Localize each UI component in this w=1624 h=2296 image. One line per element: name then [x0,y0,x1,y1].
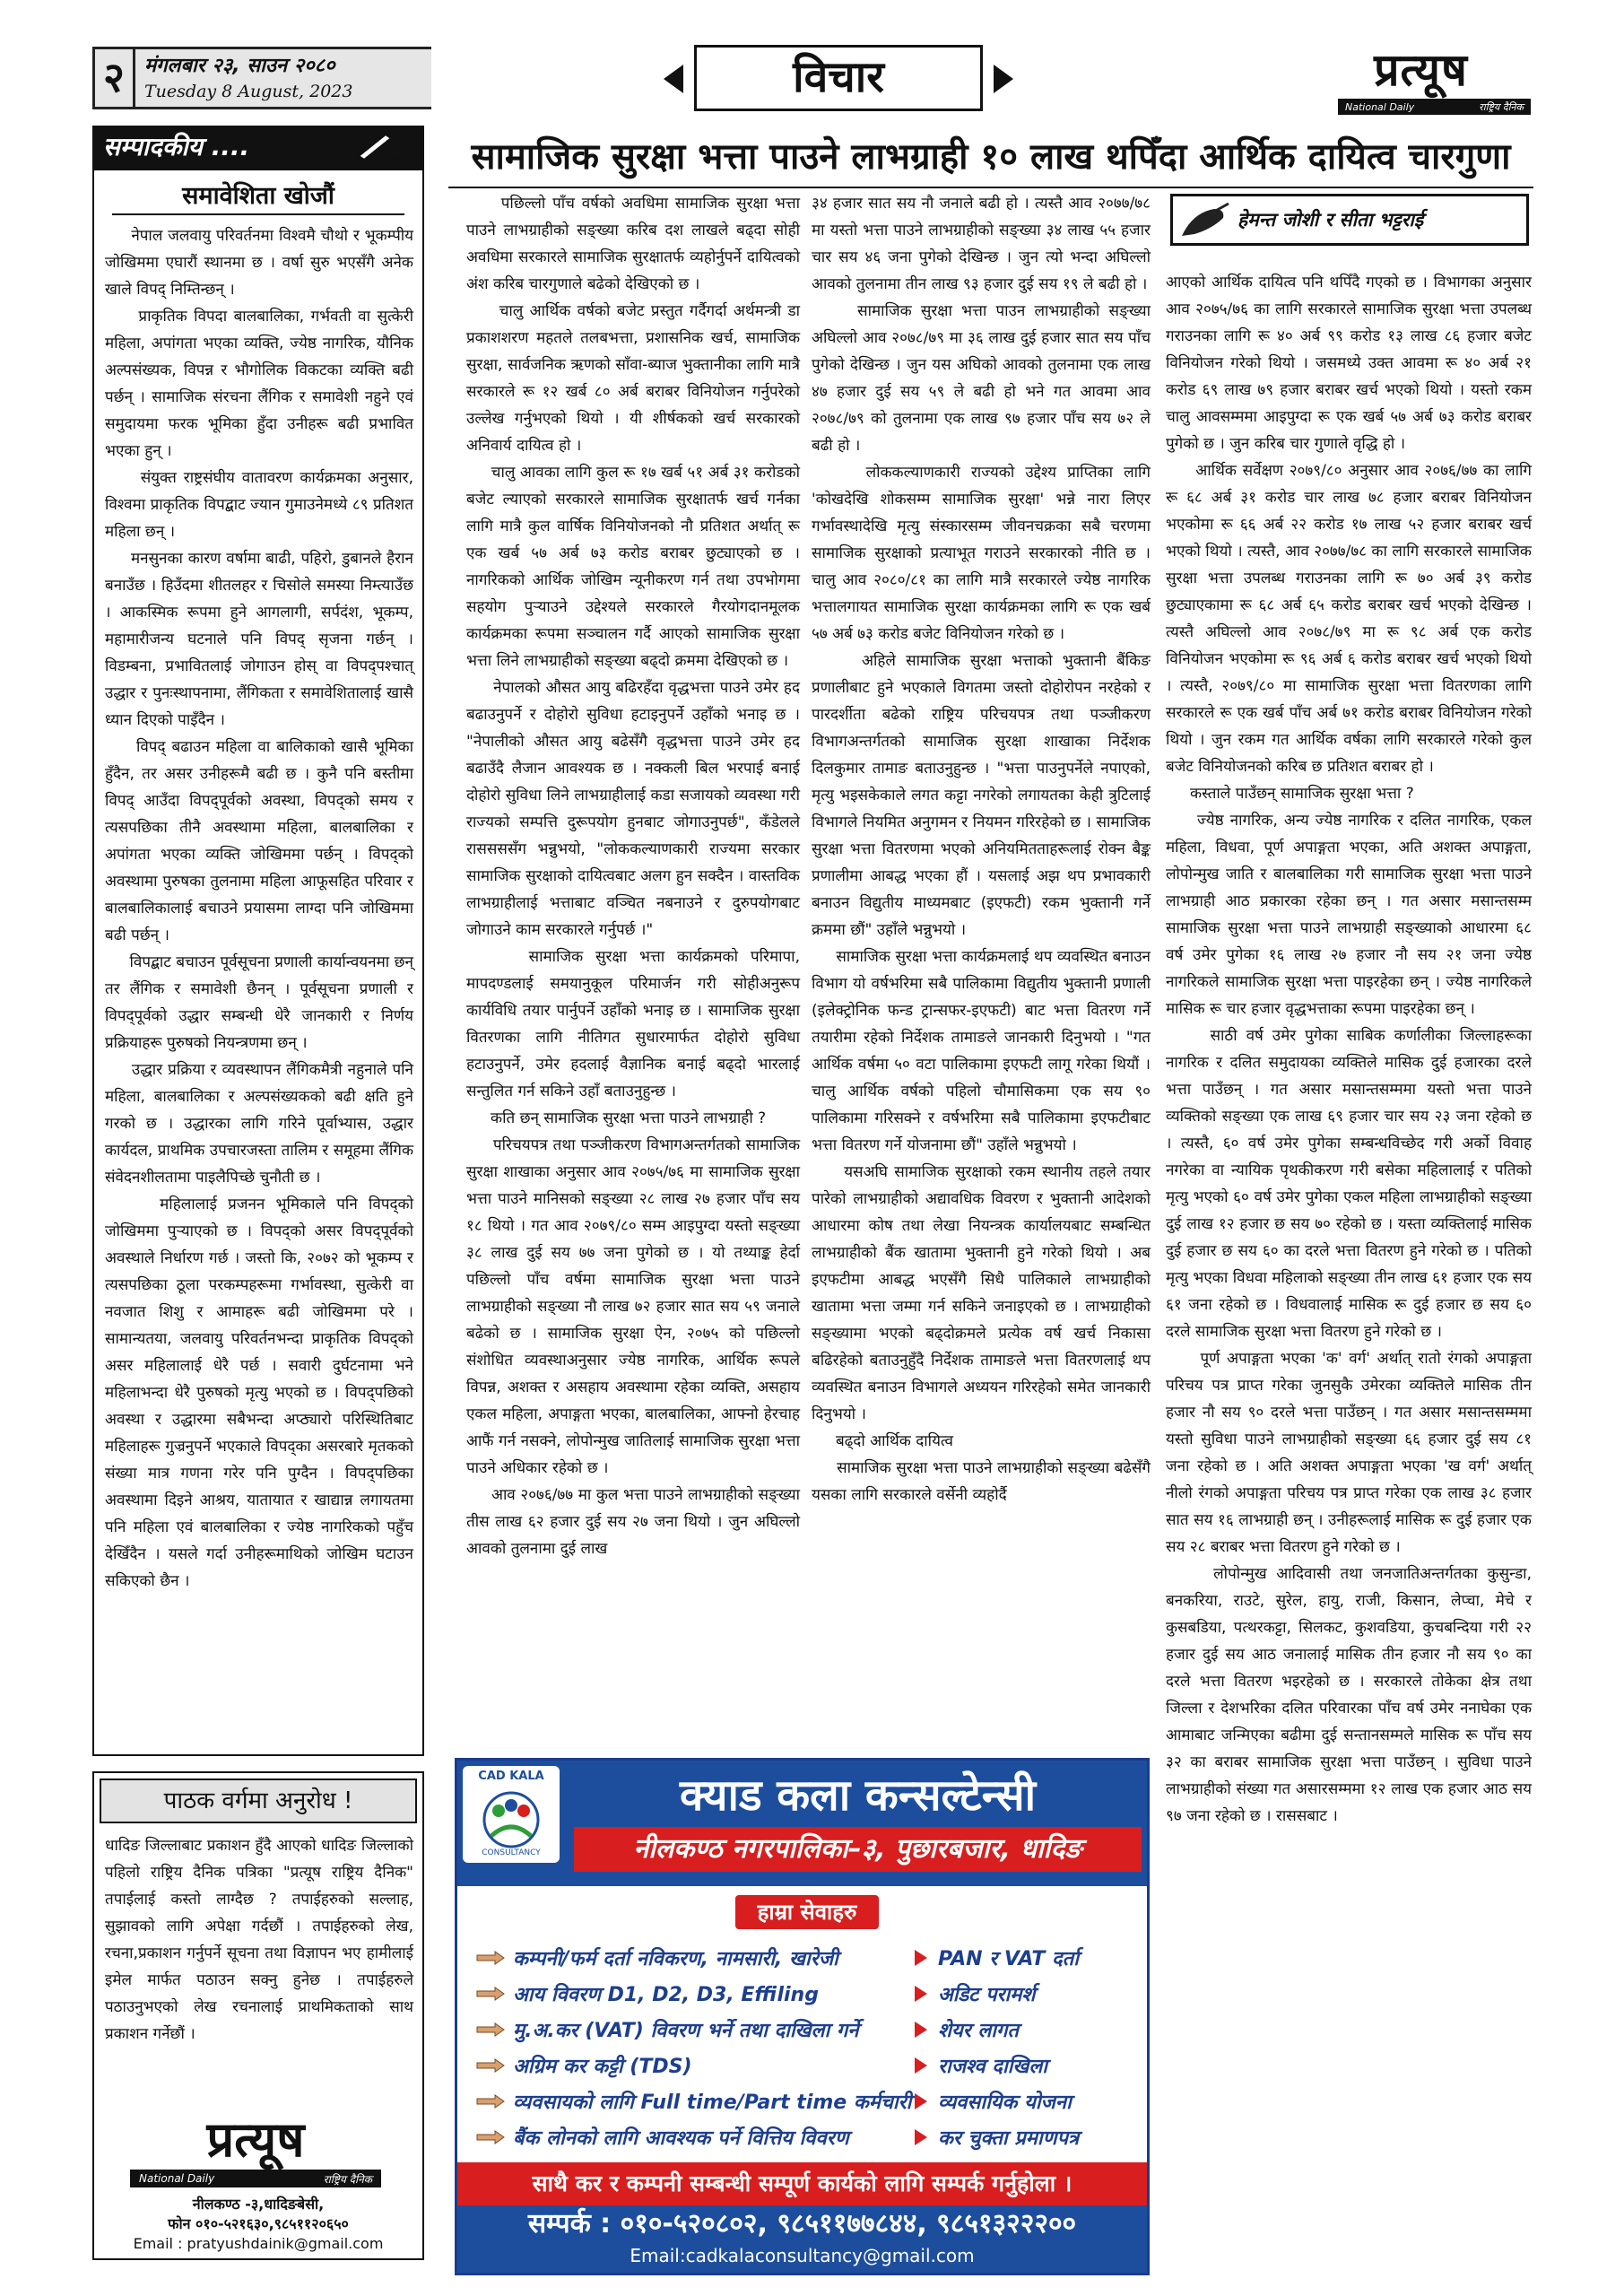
newspaper-logo-small [130,2112,381,2193]
ad-header [457,1761,1147,1886]
ad-service-label: व्यवसायिक योजना [938,2092,1072,2114]
ad-service-item [475,2048,897,2083]
pointing-hand-icon [475,1984,506,2004]
reader-request-body: धादिङ जिल्लाबाट प्रकाशन हुँदै आएको धादिङ जिल्लाको पहिलो राष्ट्रिय दैनिक पत्रिका "प्रत्यूष राष्ट्रिय दैनिक" तपाईलाई कस्तो लाग्दैछ ? तपाईहरुको सल्लाह, सुझावको लागि अपेक्षा गर्दछौं । तपाईहरुको लेख, रचना,प्रकाशन गर्नुपर्ने सूचना तथा विज्ञापन भए हामीलाई इमेल मार्फत पठाउन सक्नु हुनेछ । तपाईहरुले पठाउनुभएको लेख रचनालाई प्राथमिकताको साथ प्रकाशन गर्नेछौं । [105,1837,419,2043]
pen-icon [341,131,404,163]
ad-service-label: आय विवरण D1, D2, D3, Effiling [513,1984,819,2006]
ad-service-label: शेयर लागत [938,2020,1019,2042]
ad-phone: सम्पर्क : ०१०-५२०८०२, ९८५११७७८४४, ९८५१३२२२०० [527,2208,1077,2239]
ad-service-item [915,2083,1139,2119]
ad-service-item [475,1940,897,1976]
editorial-banner: सम्पादकीय .... [92,126,424,169]
right-arrow-icon [994,65,1013,93]
ad-logo [463,1766,560,1863]
logo-small-tag-en: National Daily [139,2172,215,2185]
section-title: विचार [694,45,983,111]
ad-banner: साथै कर र कम्पनी सम्बन्धी सम्पूर्ण कार्यको लागि सम्पर्क गर्नुहोला । [457,2162,1147,2205]
editorial-divider [112,213,404,215]
ad-service-item [915,1940,1139,1976]
address: नीलकण्ठ -३,धादिङबेसी, [192,2196,325,2213]
ad-email[interactable]: Email:cadkalaconsultancy@gmail.com [630,2245,975,2266]
article-column-1: पछिल्लो पाँच वर्षको अवधिमा सामाजिक सुरक्षा भत्ता पाउने लाभग्राहीको सङ्ख्या करिब दश लाखले बढ्दा सोही अवधिमा सरकारले सामाजिक सुरक्षातर्फ व्यहोर्नुपर्ने दायित्वको अंश करिब चारगुणाले बढेको देखिएको छ । चालु आर्थिक वर्षको बजेट प्रस्तुत गर्दैगर्दा अर्थमन्त्री डा प्रकाशशरण महतले तलबभत्ता, प्रशासनिक खर्च, सामाजिक सुरक्षा, सार्वजनिक ऋणको साँवा-ब्याज भुक्तानीका लागि मात्रै सरकारले रू १२ खर्ब ८० अर्ब बराबर विनियोजन गर्नुपरेको उल्लेख गर्नुभएको थियो । यी शीर्षकको खर्च सरकारको अनिवार्य दायित्व हो । चालु आवका लागि कुल रू १७ खर्ब ५१ अर्ब ३१ करोडको बजेट ल्याएको सरकारले सामाजिक सुरक्षातर्फ खर्च गर्नका लागि मात्रै कुल वार्षिक विनियोजनको नौ प्रतिशत अर्थात् रू एक खर्ब ५७ अर्ब ७३ करोड बराबर छुट्याएको छ । नागरिकको आर्थिक जोखिम न्यूनीकरण गर्न तथा उपभोगमा सहयोग पुऱ्याउने उद्देश्यले सरकारले गैरयोगदानमूलक कार्यक्रमका रूपमा सञ्चालन गर्दै आएको सामाजिक सुरक्षा भत्ता लिने लाभग्राहीको सङ्ख्या बढ्दो क्रममा देखिएको छ । नेपालको औसत आयु बढिरहँदा वृद्धभत्ता पाउने उमेर हद बढाउनुपर्ने र दोहोरो सुविधा हटाइनुपर्ने उहाँको भनाइ छ । "नेपालीको औसत आयु बढेसँगै वृद्धभत्ता पाउने उमेर हद बढाउँदै लैजान आवश्यक छ । नक्कली बिल भरपाई बनाई दोहोरो सुविधा लिने लाभग्राहीलाई कडा सजायको व्यवस्था गरी राज्यको सम्पत्ति दुरूपयोग हुनबाट जोगाउनुपर्छ", कँडेलले राससससँग भन्नुभयो, "लोककल्याणकारी राज्यमा सरकार सामाजिक सुरक्षाको दायित्वबाट अलग हुन सक्दैन । वास्तविक लाभग्राहीलाई भत्ताबाट वञ्चित नबनाउने र दुरुपयोगबाट जोगाउने काम सरकारले गर्नुपर्छ ।" सामाजिक सुरक्षा भत्ता कार्यक्रमको परिमापा, मापदण्डलाई समयानुकूल परिमार्जन गरी सोहीअनुरूप कार्यविधि तयार पार्नुपर्ने उहाँको भनाइ छ । सामाजिक सुरक्षा वितरणका लागि नीतिगत सुधारमार्फत दोहोरो सुविधा हटाउनुपर्ने, उमेर हदलाई वैज्ञानिक बनाई बढ्दो भारलाई सन्तुलित गर्न सकिने उहाँ बताउनुहुन्छ । कति छन् सामाजिक सुरक्षा भत्ता पाउने लाभग्राही ? परिचयपत्र तथा पञ्जीकरण विभागअन्तर्गतको सामाजिक सुरक्षा शाखाका अनुसार आव २०७५/७६ मा सामाजिक सुरक्षा भत्ता पाउने मानिसको सङ्ख्या २८ लाख २७ हजार पाँच सय १८ थियो । गत आव २०७९/८० सम्म आइपुग्दा यस्तो सङ्ख्या ३८ लाख दुई सय ७७ जना पुगेको छ । यो तथ्याङ्क हेर्दा पछिल्लो पाँच वर्षमा सामाजिक सुरक्षा भत्ता पाउने लाभग्राहीको सङ्ख्या नौ लाख ७२ हजार सात सय ५९ जनाले बढेको छ । सामाजिक सुरक्षा ऐन, २०७५ को पछिल्लो संशोधित व्यवस्थाअनुसार ज्येष्ठ नागरिक, आर्थिक रूपले विपन्न, अशक्त र असहाय अवस्थामा रहेका व्यक्ति, असहाय एकल महिला, अपाङ्गता भएका, बालबालिका, आफ्नो हेरचाह आफैं गर्न नसक्ने, लोपोन्मुख जातिलाई सामाजिक सुरक्षा भत्ता पाउने अधिकार रहेको छ । आव २०७६/७७ मा कुल भत्ता पाउने लाभग्राहीको सङ्ख्या तीस लाख ६२ हजार दुई सय २७ जना थियो । जुन अघिल्लो आवको तुलनामा दुई लाख [466,195,800,1558]
ad-service-item [915,2012,1139,2048]
article-headline: सामाजिक सुरक्षा भत्ता पाउने लाभग्राही १० लाख थपिँदा आर्थिक दायित्व चारगुणा [471,136,1511,178]
arrow-right-icon [915,2093,927,2109]
reader-request-box [92,1771,424,2260]
ad-services-heading: हाम्रा सेवाहरु [735,1895,879,1929]
email-link[interactable]: Email : pratyushdainik@gmail.com [133,2235,384,2252]
ad-service-label: राजश्व दाखिला [938,2056,1047,2078]
ad-services-right [915,1940,1139,2155]
ad-service-label: कर चुक्ता प्रमाणपत्र [938,2127,1080,2150]
ad-contact [457,2205,1147,2273]
ad-service-label: व्यवसायको लागि Full time/Part time कर्मचारी [513,2092,912,2114]
ad-service-item [475,2119,897,2155]
pointing-hand-icon [475,1948,506,1968]
byline-authors: हेमन्त जोशी र सीता भट्टराई [1238,209,1424,230]
page-number: २ [92,47,135,109]
article-column-3: आएको आर्थिक दायित्व पनि थपिँदै गएको छ । विभागका अनुसार आव २०७५/७६ का लागि सरकारले सामाजिक सुरक्षा भत्ता उपलब्ध गराउनका लागि रू ४० अर्ब ९९ करोड १३ लाख ८६ हजार बजेट विनियोजन गरेको थियो । जसमध्ये उक्त आवमा रू ४० अर्ब २१ करोड ६९ लाख ७९ हजार बराबर खर्च भएको थियो । यस्तो रकम चालु आवसम्ममा आइपुग्दा रू एक खर्ब ५७ अर्ब ७३ करोड बराबर पुगेको छ । जुन करिब चार गुणाले वृद्धि हो । आर्थिक सर्वेक्षण २०७९/८० अनुसार आव २०७६/७७ का लागि रू ६८ अर्ब ३१ करोड चार लाख ७८ हजार बराबर विनियोजन भएकोमा रू ६६ अर्ब २२ करोड १७ लाख ५२ हजार बराबर खर्च भएको थियो । त्यस्तै, आव २०७७/७८ का लागि सरकारले सामाजिक सुरक्षा भत्ता उपलब्ध गराउनका लागि रू ७० अर्ब ३९ करोड छुट्याएकामा रू ६८ अर्ब ६५ करोड बराबर खर्च भएको देखिन्छ । त्यस्तै अघिल्लो आव २०७८/७९ मा रू ९८ अर्ब एक करोड विनियोजन भएकोमा रू ९६ अर्ब ६ करोड बराबर खर्च भएको थियो । त्यस्तै, २०७९/८० मा सामाजिक सुरक्षा भत्ता वितरणका लागि सरकारले रू एक खर्ब पाँच अर्ब ७१ करोड बराबर विनियोजन गरेको थियो । जुन रकम गत आर्थिक वर्षका लागि सरकारले गरेको कुल बजेट विनियोजनको करिब छ प्रतिशत बराबर हो । कस्ताले पाउँछन् सामाजिक सुरक्षा भत्ता ? ज्येष्ठ नागरिक, अन्य ज्येष्ठ नागरिक र दलित नागरिक, एकल महिला, विधवा, पूर्ण अपाङ्गता भएका, अति अशक्त अपाङ्गता, लोपोन्मुख जाति र बालबालिका गरी सामाजिक सुरक्षा भत्ता पाउने लाभग्राही आठ प्रकारका रहेका छन् । गत असार मसान्तसम्म सामाजिक सुरक्षा भत्ता पाउने लाभग्राही सङ्ख्याको आधारमा ६८ वर्ष उमेर पुगेका १६ लाख २७ हजार नौ सय २१ जना ज्येष्ठ नागरिकले सामाजिक सुरक्षा भत्ता पाइरहेका छन् । ज्येष्ठ नागरिकले मासिक रू चार हजार वृद्धभत्ताका रूपमा पाइरहेका छन् । साठी वर्ष उमेर पुगेका साबिक कर्णालीका जिल्लाहरूका नागरिक र दलित समुदायका व्यक्तिले मासिक दुई हजारका दरले भत्ता पाउँछन् । गत असार मसान्तसम्ममा यस्तो भत्ता पाउने व्यक्तिको सङ्ख्या एक लाख ६९ हजार चार सय २३ जना रहेको छ । त्यस्तै, ६० वर्ष उमेर पुगेका सम्बन्धविच्छेद गरी अर्को विवाह नगरेका वा न्यायिक पृथकीकरण गरी बसेका महिलालाई र पतिको मृत्यु भएको ६० वर्ष उमेर पुगेका एकल महिला लाभग्राहीको सङ्ख्या दुई लाख १२ हजार छ सय ७० रहेको छ । यस्ता व्यक्तिलाई मासिक दुई हजार छ सय ६० का दरले भत्ता वितरण हुने गरेको छ । पतिको मृत्यु भएका विधवा महिलाको सङ्ख्या तीन लाख ६१ हजार एक सय ६१ जना रहेको छ । विधवालाई मासिक रू दुई हजार छ सय ६० दरले सामाजिक सुरक्षा भत्ता वितरण हुने गरेको छ । पूर्ण अपाङ्गता भएका 'क' वर्ग' अर्थात् रातो रंगको अपाङ्गता परिचय पत्र प्राप्त गरेका जुनसुकै उमेरका व्यक्तिले मासिक तीन हजार नौ सय ९० दरले भत्ता पाउँछन् । गत असार मसान्तसम्ममा यस्तो सुविधा पाउने लाभग्राहीको सङ्ख्या ६६ हजार दुई सय ८१ जना रहेको छ । अति अशक्त अपाङ्गता भएका 'ख वर्ग' अर्थात् नीलो रंगको अपाङ्गता परिचय पत्र प्राप्त गरेका एक लाख ३८ हजार सात सय १६ लाभग्राही छन् । उनीहरूलाई मासिक रू दुई हजार एक सय २८ बराबर भत्ता वितरण हुने गरेको छ । लोपोन्मुख आदिवासी तथा जनजातिअन्तर्गतका कुसुन्डा, बनकरिया, राउटे, सुरेल, हायु, राजी, किसान, लेप्चा, मेचे र कुसबडिया, पत्थरकट्टा, सिलकट, कुशवडिया, कुचबन्दिया गरी २२ हजार दुई सय आठ जनालाई मासिक तीन हजार नौ सय ९० का दरले भत्ता वितरण भइरहेको छ । सरकारले तोकेका क्षेत्र तथा जिल्ला र देशभरिका दलित परिवारका पाँच वर्ष उमेर ननाघेका एक आमाबाट जन्मिएका बढीमा दुई सन्तानसम्मले मासिक रू पाँच सय ३२ का बराबर सामाजिक सुरक्षा भत्ता पाउँछन् । सुविधा पाउने लाभग्राहीको संख्या गत असारसम्ममा १२ लाख एक हजार आठ सय ९७ जना रहेको छ । राससबाट । [1166,274,1532,1825]
logo-small-tagline [130,2170,381,2187]
logo-tag-en: National Daily [1345,100,1415,113]
arrow-right-icon [915,2057,927,2074]
pointing-hand-icon [475,2127,506,2147]
arrow-right-icon [915,1950,927,1966]
logo-small-tag-np: राष्ट्रिय दैनिक [323,2172,372,2186]
arrow-right-icon [915,2129,927,2145]
ad-services-left [475,1940,912,2155]
pointing-hand-icon [475,2056,506,2075]
ad-service-item [475,1976,897,2012]
pointing-hand-icon [475,2020,506,2039]
ad-service-item [915,2048,1139,2083]
advertisement[interactable] [455,1758,1150,2275]
writing-hand-icon [1177,200,1230,241]
date-box [135,47,431,109]
date-english: Tuesday 8 August, 2023 [144,82,353,101]
logo-tagline [1338,99,1531,115]
byline-box [1170,194,1529,246]
logo-name: प्रत्यूष [1374,44,1468,96]
logo-tag-np: राष्ट्रिय दैनिक [1479,100,1524,113]
date-nepali: मंगलबार २३, साउन २०८० [144,55,335,77]
ad-logo-sub: CONSULTANCY [482,1848,541,1857]
arrow-right-icon [915,2022,927,2038]
left-arrow-icon [664,65,683,93]
contact-block [94,2195,422,2254]
ad-service-label: अडिट परामर्श [938,1984,1036,2006]
pointing-hand-icon [475,2092,506,2111]
ad-logo-text: CAD KALA [478,1770,544,1783]
editorial-box [92,169,424,1756]
arrow-right-icon [915,1986,927,2002]
ad-service-item [475,2012,897,2048]
editorial-title: समावेशिता खोजौं [182,182,334,210]
ad-service-label: कम्पनी/फर्म दर्ता नविकरण, नामसारी, खारेजी [513,1948,838,1970]
ad-subtitle: नीलकण्ठ नगरपालिका–३, पुछारबजार, धादिङ [574,1827,1142,1872]
ad-service-label: PAN र VAT दर्ता [938,1948,1079,1970]
logo-small-name: प्रत्यूष [206,2111,305,2168]
ad-title: क्याड कला कन्सल्टेन्सी [679,1770,1037,1821]
ad-service-label: मु.अ.कर (VAT) विवरण भर्ने तथा दाखिला गर्ने [513,2020,859,2042]
reader-request-heading: पाठक वर्गमा अनुरोध ! [100,1779,417,1823]
headline-rule [448,187,1533,188]
editorial-body: नेपाल जलवायु परिवर्तनमा विश्वमै चौथो र भूकम्पीय जोखिममा एघारौं स्थानमा छ । वर्षा सुरु भएसँगै अनेक खाले विपद् निम्तिन्छन् । प्राकृतिक विपदा बालबालिका, गर्भवती वा सुत्केरी महिला, अपांगता भएका व्यक्ति, ज्येष्ठ नागरिक, यौनिक अल्पसंख्यक, विपन्न र भौगोलिक विकटका व्यक्ति बढी पर्छन् । सामाजिक संरचना लैंगिक र समावेशी नहुने एवं समुदायमा फरक भूमिका हुँदा उनीहरू बढी प्रभावित भएका हुन् । संयुक्त राष्ट्रसंघीय वातावरण कार्यक्रमका अनुसार, विश्वमा प्राकृतिक विपद्बाट ज्यान गुमाउनेमध्ये ८९ प्रतिशत महिला छन् । मनसुनका कारण वर्षामा बाढी, पहिरो, डुबानले हैरान बनाउँछ । हिउँदमा शीतलहर र चिसोले समस्या निम्त्याउँछ । आकस्मिक रूपमा हुने आगलागी, सर्पदंश, भूकम्प, महामारीजन्य घटनाले पनि विपद् सृजना गर्छन् । विडम्बना, प्रभावितलाई जोगाउन होस् वा विपद्पश्चात् उद्धार र पुनःस्थापनामा, लैंगिकता र समावेशितालाई खासै ध्यान दिएको पाइँदैन । विपद् बढाउन महिला वा बालिकाको खासै भूमिका हुँदैन, तर असर उनीहरूमै बढी छ । कुनै पनि बस्तीमा विपद् आउँदा विपद्पूर्वको अवस्था, विपद्को समय र त्यसपछिका तीनै अवस्थामा महिला, बालबालिका र अपांगता भएका व्यक्ति जोखिममा पर्छन् । विपद्को अवस्थामा पुरुषका तुलनामा महिला आफूसहित परिवार र बालबालिकालाई बचाउने प्रयासमा लाग्दा पनि जोखिममा बढी पर्छन् । विपद्बाट बचाउन पूर्वसूचना प्रणाली कार्यान्वयनमा छन् तर लैंगिक र समावेशी छैनन् । पूर्वसूचना प्रणाली र विपद्पूर्वको उद्धार सम्बन्धी धेरै जानकारी र निर्णय प्रक्रियाहरू पुरुषको नियन्त्रणमा छन् । उद्धार प्रक्रिया र व्यवस्थापन लैंगिकमैत्री नहुनाले पनि महिला, बालबालिका र अल्पसंख्यकको बढी क्षति हुने गरको छ । उद्धारका लागि गरिने पूर्वाभ्यास, उद्धार कार्यदल, प्राथमिक उपचारजस्ता तालिम र समूहमा लैंगिक संवेदनशीलतामा पाइलैपिच्छे चुनौती छ । महिलालाई प्रजनन भूमिकाले पनि विपद्को जोखिममा पुऱ्याएको छ । विपद्को असर विपद्पूर्वको अवस्थाले निर्धारण गर्छ । जस्तो कि, २०७२ को भूकम्प र त्यसपछिका ठूला परकम्पहरूमा गर्भावस्था, सुत्केरी वा नवजात शिशु र आमाहरू बढी जोखिममा परे । सामान्यतया, जलवायु परिवर्तनभन्दा प्राकृतिक विपद्को असर महिलालाई धेरै पर्छ । सवारी दुर्घटनामा भने महिलाभन्दा धेरै पुरुषको मृत्यु भएको छ । विपद्पछिको अवस्था र उद्धारमा सबैभन्दा अप्ठ्यारो परिस्थितिबाट महिलाहरू गुज्रनुपर्ने भएकाले विपद्का असरबारे मृतकको संख्या मात्र गणना गरेर पनि पुग्दैन । विपद्पछिका अवस्थामा दिइने आश्रय, यातायात र खाद्यान्न लगायतमा पनि महिला एवं बालबालिका र ज्येष्ठ नागरिकको पहुँच देखिँदैन । यसले गर्दा उनीहरूमाथिको जोखिम घटाउन सकिएको छैन । [105,227,414,1590]
article-column-2: ३४ हजार सात सय नौ जनाले बढी हो । त्यस्तै आव २०७७/७८ मा यस्तो भत्ता पाउने लाभग्राहीको सङ्ख्या ३४ लाख ५५ हजार चार सय ४६ जना पुगेको देखिन्छ । जुन त्यो भन्दा अघिल्लो आवको तुलनामा तीन लाख ९३ हजार दुई सय १९ ले बढी हो । सामाजिक सुरक्षा भत्ता पाउन लाभग्राहीको सङ्ख्या अघिल्लो आव २०७८/७९ मा ३६ लाख दुई हजार सात सय पाँच पुगेको देखिन्छ । जुन यस अघिको आवको तुलनामा एक लाख ४७ हजार दुई सय ५९ ले बढी हो भने गत आवमा आव २०७८/७९ को तुलनामा एक लाख ९७ हजार पाँच सय ७२ ले बढी हो । लोककल्याणकारी राज्यको उद्देश्य प्राप्तिका लागि 'कोखदेखि शोकसम्म सामाजिक सुरक्षा' भन्ने नारा लिएर गर्भावस्थादेखि मृत्यु संस्कारसम्म जीवनचक्रका सबै चरणमा सामाजिक सुरक्षाको प्रत्याभूत गराउने सरकारको नीति छ । चालु आव २०८०/८१ का लागि मात्रै सरकारले ज्येष्ठ नागरिक भत्तालगायत सामाजिक सुरक्षा कार्यक्रमका लागि रू एक खर्ब ५७ अर्ब ७३ करोड बजेट विनियोजन गरेको छ । अहिले सामाजिक सुरक्षा भत्ताको भुक्तानी बैंकिङ प्रणालीबाट हुने भएकाले विगतमा जस्तो दोहोरोपन नरहेको र पारदर्शीता बढेको राष्ट्रिय परिचयपत्र तथा पञ्जीकरण विभागअन्तर्गतको सामाजिक सुरक्षा शाखाका निर्देशक दिलकुमार तामाङ बताउनुहुन्छ । "भत्ता पाउनुपर्नेले नपाएको, मृत्यु भइसकेकाले लगत कट्टा नगरेको लगायतका केही त्रुटिलाई विभागले नियमित अनुगमन र नियमन गरिरहेको छ । सामाजिक सुरक्षा भत्ता वितरणमा भएको अनियमितताहरूलाई रोक्न बैङ्क प्रणालीमा आबद्ध भएका हौं । यसलाई अझ थप प्रभावकारी बनाउन विद्युतीय माध्यमबाट (इएफटी) रकम भुक्तानी गर्ने क्रममा छौं" उहाँले भन्नुभयो । सामाजिक सुरक्षा भत्ता कार्यक्रमलाई थप व्यवस्थित बनाउन विभाग यो वर्षभरिमा सबै पालिकामा विद्युतीय भुक्तानी प्रणाली (इलेक्ट्रोनिक फन्ड ट्रान्सफर-इएफटी) बाट भत्ता वितरण गर्ने तयारीमा रहेको निर्देशक तामाङले जानकारी दिनुभयो । "गत आर्थिक वर्षमा ५० वटा पालिकामा इएफटी लागू गरेका थियौं । चालु आर्थिक वर्षको पहिलो चौमासिकमा एक सय ९० पालिकामा गरिसक्ने र वर्षभरिमा सबै पालिकामा इएफटीबाट भत्ता वितरण गर्ने योजनामा छौं" उहाँले भन्नुभयो । यसअघि सामाजिक सुरक्षाको रकम स्थानीय तहले तयार पारेको लाभग्राहीको अद्यावधिक विवरण र भुक्तानी आदेशको आधारमा कोष तथा लेखा नियन्त्रक कार्यालयबाट सम्बन्धित लाभग्राहीको बैंक खातामा भुक्तानी हुने गरेको थियो । अब इएफटीमा आबद्ध भएसँगै सिधै पालिकाले लाभग्राहीको खातामा भत्ता जम्मा गर्न सकिने जनाइएको छ । लाभग्राहीको सङ्ख्यामा भएको बढ्दोक्रमले प्रत्येक वर्ष खर्च निकासा बढिरहेको बताउनुहुँदै निर्देशक तामाङले भत्ता वितरणलाई थप व्यवस्थित बनाउन विभागले अध्ययन गरिरहेको समेत जानकारी दिनुभयो । बढ्दो आर्थिक दायित्व सामाजिक सुरक्षा भत्ता पाउने लाभग्राहीको सङ्ख्या बढेसँगै यसका लागि सरकारले वर्सेनी व्यहोर्दै [812,195,1151,1504]
ad-service-label: अग्रिम कर कट्टी (TDS) [513,2056,692,2078]
phone: फोन ०१०-५२१६३०,९८५११२०६५० [168,2215,349,2232]
ad-service-item [475,2083,912,2119]
ad-service-item [915,2119,1139,2155]
newspaper-logo [1311,43,1531,117]
ad-service-label: बैंक लोनको लागि आवश्यक पर्ने वित्तिय विवरण [513,2127,849,2150]
ad-service-item [915,1976,1139,2012]
section-header [664,45,1013,111]
